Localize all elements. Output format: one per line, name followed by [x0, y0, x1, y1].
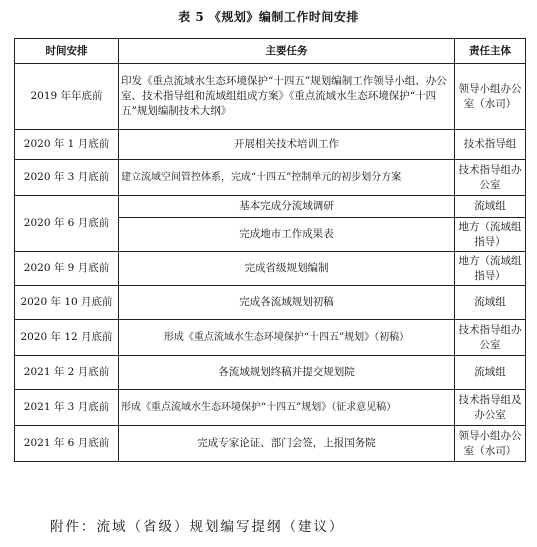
cell-owner: 地方（流域组指导） — [455, 218, 526, 252]
cell-task: 完成专家论证、部门会签，上报国务院 — [119, 426, 455, 462]
header-owner: 责任主体 — [455, 39, 526, 64]
schedule-table — [14, 38, 526, 462]
cell-time: 2019 年年底前 — [15, 64, 119, 130]
attachment-note: 附件：流域（省级）规划编写提纲（建议） — [50, 519, 345, 535]
table-row — [15, 196, 526, 218]
table-row — [15, 160, 526, 196]
cell-time: 2020 年 10 月底前 — [15, 286, 119, 320]
table-row — [15, 320, 526, 356]
cell-owner: 流域组 — [455, 196, 526, 218]
cell-time: 2020 年 6 月底前 — [15, 196, 119, 252]
table-caption: 表 5 《规划》编制工作时间安排 — [178, 10, 359, 24]
cell-time: 2020 年 3 月底前 — [15, 160, 119, 196]
cell-owner: 技术指导组办公室 — [455, 320, 526, 356]
header-task: 主要任务 — [119, 39, 455, 64]
table-row — [15, 64, 526, 130]
table-row — [15, 426, 526, 462]
cell-owner: 流域组 — [455, 356, 526, 390]
cell-owner: 领导小组办公室（水司） — [455, 64, 526, 130]
cell-time: 2020 年 1 月底前 — [15, 130, 119, 160]
cell-task: 形成《重点流域水生态环境保护“十四五”规划》（初稿） — [119, 320, 455, 356]
table-header-row — [15, 39, 526, 64]
cell-task: 各流域规划终稿并提交规划院 — [119, 356, 455, 390]
cell-task: 形成《重点流域水生态环境保护“十四五”规划》（征求意见稿） — [119, 390, 455, 426]
cell-time: 2020 年 12 月底前 — [15, 320, 119, 356]
cell-task: 印发《重点流域水生态环境保护“十四五”规划编制工作领导小组、办公室、技术指导组和流域组组成方案》《重点流域水生态环境保护“十四五”规划编制技术大纲》 — [119, 64, 455, 130]
table-row — [15, 286, 526, 320]
cell-task: 开展相关技术培训工作 — [119, 130, 455, 160]
header-time: 时间安排 — [15, 39, 119, 64]
cell-time: 2021 年 2 月底前 — [15, 356, 119, 390]
cell-time: 2021 年 6 月底前 — [15, 426, 119, 462]
cell-time: 2021 年 3 月底前 — [15, 390, 119, 426]
cell-owner: 领导小组办公室（水司） — [455, 426, 526, 462]
cell-task: 完成地市工作成果表 — [119, 218, 455, 252]
table-row — [15, 130, 526, 160]
cell-owner: 技术指导组办公室 — [455, 160, 526, 196]
cell-task: 完成省级规划编制 — [119, 252, 455, 286]
table-row — [15, 356, 526, 390]
cell-time: 2020 年 9 月底前 — [15, 252, 119, 286]
cell-owner: 技术指导组 — [455, 130, 526, 160]
cell-owner: 流域组 — [455, 286, 526, 320]
cell-owner: 技术指导组及办公室 — [455, 390, 526, 426]
table-row — [15, 390, 526, 426]
cell-task: 完成各流域规划初稿 — [119, 286, 455, 320]
cell-task: 基本完成分流域调研 — [119, 196, 455, 218]
table-row — [15, 252, 526, 286]
cell-owner: 地方（流域组指导） — [455, 252, 526, 286]
cell-task: 建立流域空间管控体系，完成“十四五”控制单元的初步划分方案 — [119, 160, 455, 196]
